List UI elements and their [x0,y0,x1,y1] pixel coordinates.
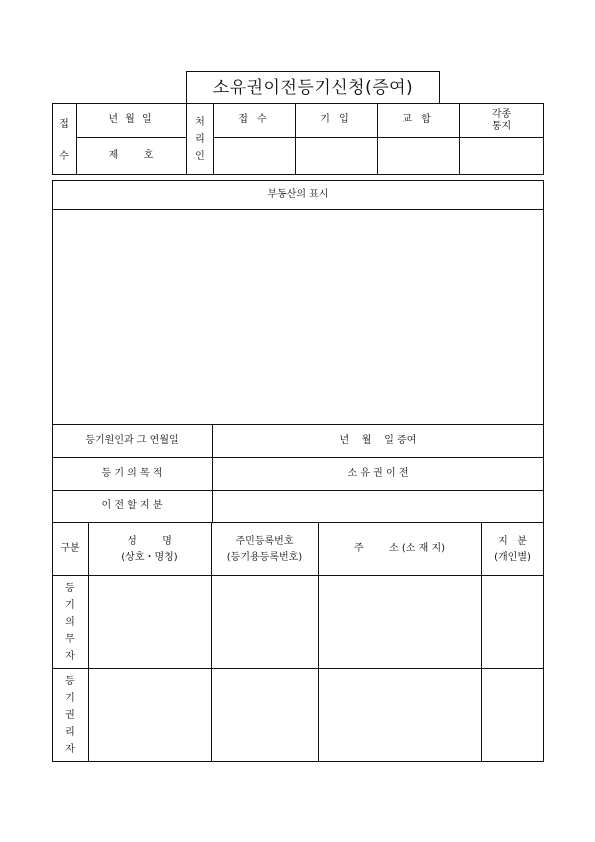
obligor-id-cell[interactable] [212,576,317,667]
property-description-area[interactable] [53,210,543,424]
cause-label: 등기원인과 그 연월일 [85,435,179,446]
share-value-field[interactable] [213,491,543,521]
parties-col-type: 구분 [60,543,80,554]
holder-name-cell[interactable] [89,669,210,761]
parties-col-name-2: (상호・명칭) [121,552,178,563]
divider [213,137,544,138]
reception-date-label: 년 월 일 [108,114,154,125]
processor-label: 처리인 [195,117,205,162]
parties-col-share-1: 지 분 [498,536,527,547]
holder-label: 등기권리자 [65,676,75,755]
obligor-name-cell[interactable] [89,576,210,667]
processor-col-check: 교 합 [402,114,434,125]
divider [52,424,544,425]
parties-col-name-1: 성 명 [127,536,172,547]
obligor-address-cell[interactable] [319,576,480,667]
property-header: 부동산의 표시 [267,189,329,200]
processor-col-receipt: 접 수 [238,114,270,125]
reception-label-1: 접 [59,119,69,130]
processor-col-entry: 기 입 [320,114,352,125]
reception-label-2: 수 [59,151,69,162]
holder-id-cell[interactable] [212,669,317,761]
obligor-share-cell[interactable] [482,576,543,667]
processor-col-notice: 각종 통지 [491,109,512,132]
reception-number-label: 제 호 [108,150,154,161]
obligor-label: 등기의무자 [65,583,75,662]
divider [52,522,544,523]
parties-col-address: 주 소 (소 재 지) [353,543,446,554]
parties-col-id-2: (등기용등록번호) [226,552,303,563]
holder-address-cell[interactable] [319,669,480,761]
divider [186,103,187,175]
share-label: 이 전 할 지 분 [101,500,163,511]
parties-col-share-2: (개인별) [494,552,531,563]
divider [52,457,544,458]
page-title: 소유권이전등기신청(증여) [212,78,414,98]
parties-col-id-1: 주민등록번호 [235,536,294,547]
holder-share-cell[interactable] [482,669,543,761]
purpose-value: 소 유 권 이 전 [347,468,409,479]
purpose-label: 등 기 의 목 적 [101,468,163,479]
cause-value: 년 월 일 증여 [339,435,417,446]
divider [76,137,186,138]
